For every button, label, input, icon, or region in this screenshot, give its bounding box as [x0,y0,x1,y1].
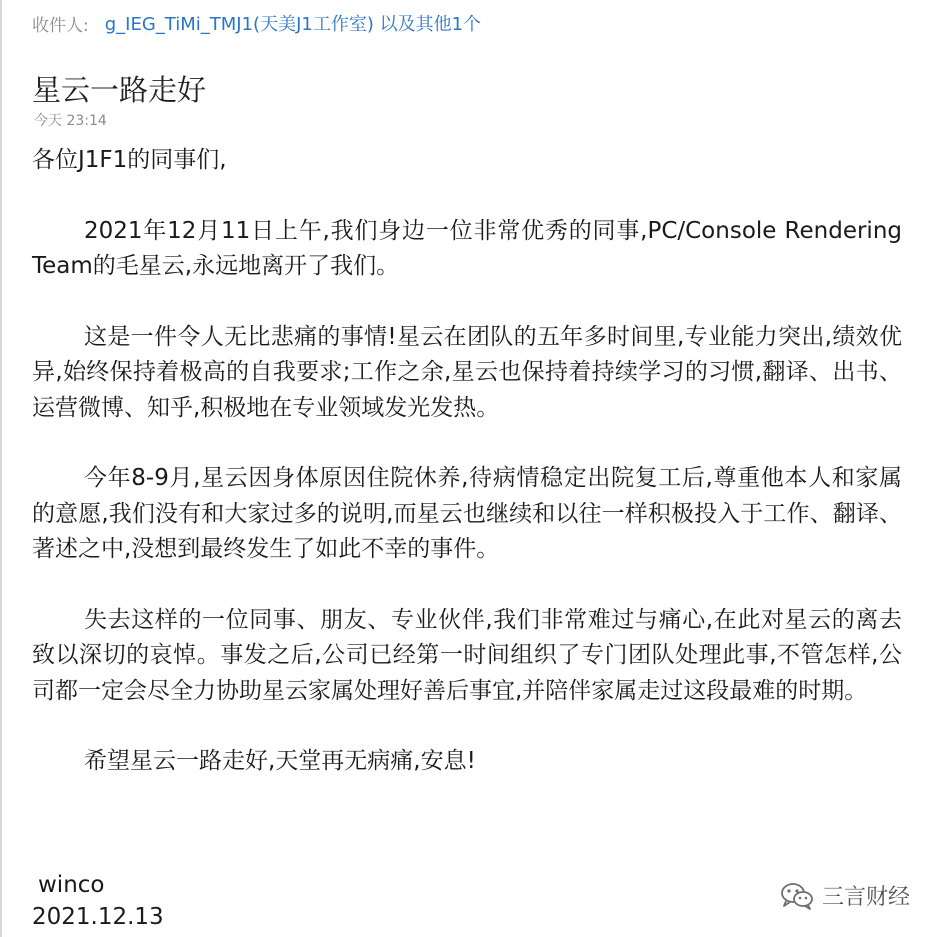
recipient-link[interactable]: g_IEG_TiMi_TMJ1(天美J1工作室) 以及其他1个 [104,14,482,35]
email-sign-date: 2021.12.13 [32,904,164,930]
email-body [32,143,902,780]
watermark [780,880,910,911]
email-timestamp: 今天 23:14 [34,113,107,129]
email-subject: 星云一路走好 [32,73,207,107]
wechat-icon [780,882,814,910]
body-paragraph-1: 2021年12月11日上午,我们身边一位非常优秀的同事,PC/Console Rendering Team的毛星云,永远地离开了我们。 [32,217,902,279]
body-paragraph-3: 今年8-9月,星云因身体原因住院休养,待病情稳定出院复工后,尊重他本人和家属的意愿,我们没有和大家过多的说明,而星云也继续和以往一样积极投入于工作、翻译、著述之中,没想到最终发生了如此不幸的事件。 [32,465,902,562]
body-paragraph-4: 失去这样的一位同事、朋友、专业伙伴,我们非常难过与痛心,在此对星云的离去致以深切的哀悼。事发之后,公司已经第一时间组织了专门团队处理此事,不管怎样,公司都一定会尽全力协助星云家属处理好善后事宜,并陪伴家属走过这段最难的时期。 [32,606,902,704]
recipient-label: 收件人: [32,15,89,36]
email-greeting: 各位J1F1的同事们, [32,147,227,173]
body-paragraph-2: 这是一件令人无比悲痛的事情!星云在团队的五年多时间里,专业能力突出,绩效优异,始终保持着极高的自我要求;工作之余,星云也保持着持续学习的习惯,翻译、出书、运营微博、知乎,积极地在专业领域发光发热。 [32,323,902,421]
watermark-text: 三言财经 [821,885,910,910]
email-signer: winco [38,872,105,898]
recipient-row [32,8,481,38]
email-closing: 希望星云一路走好,天堂再无病痛,安息! [84,748,476,774]
